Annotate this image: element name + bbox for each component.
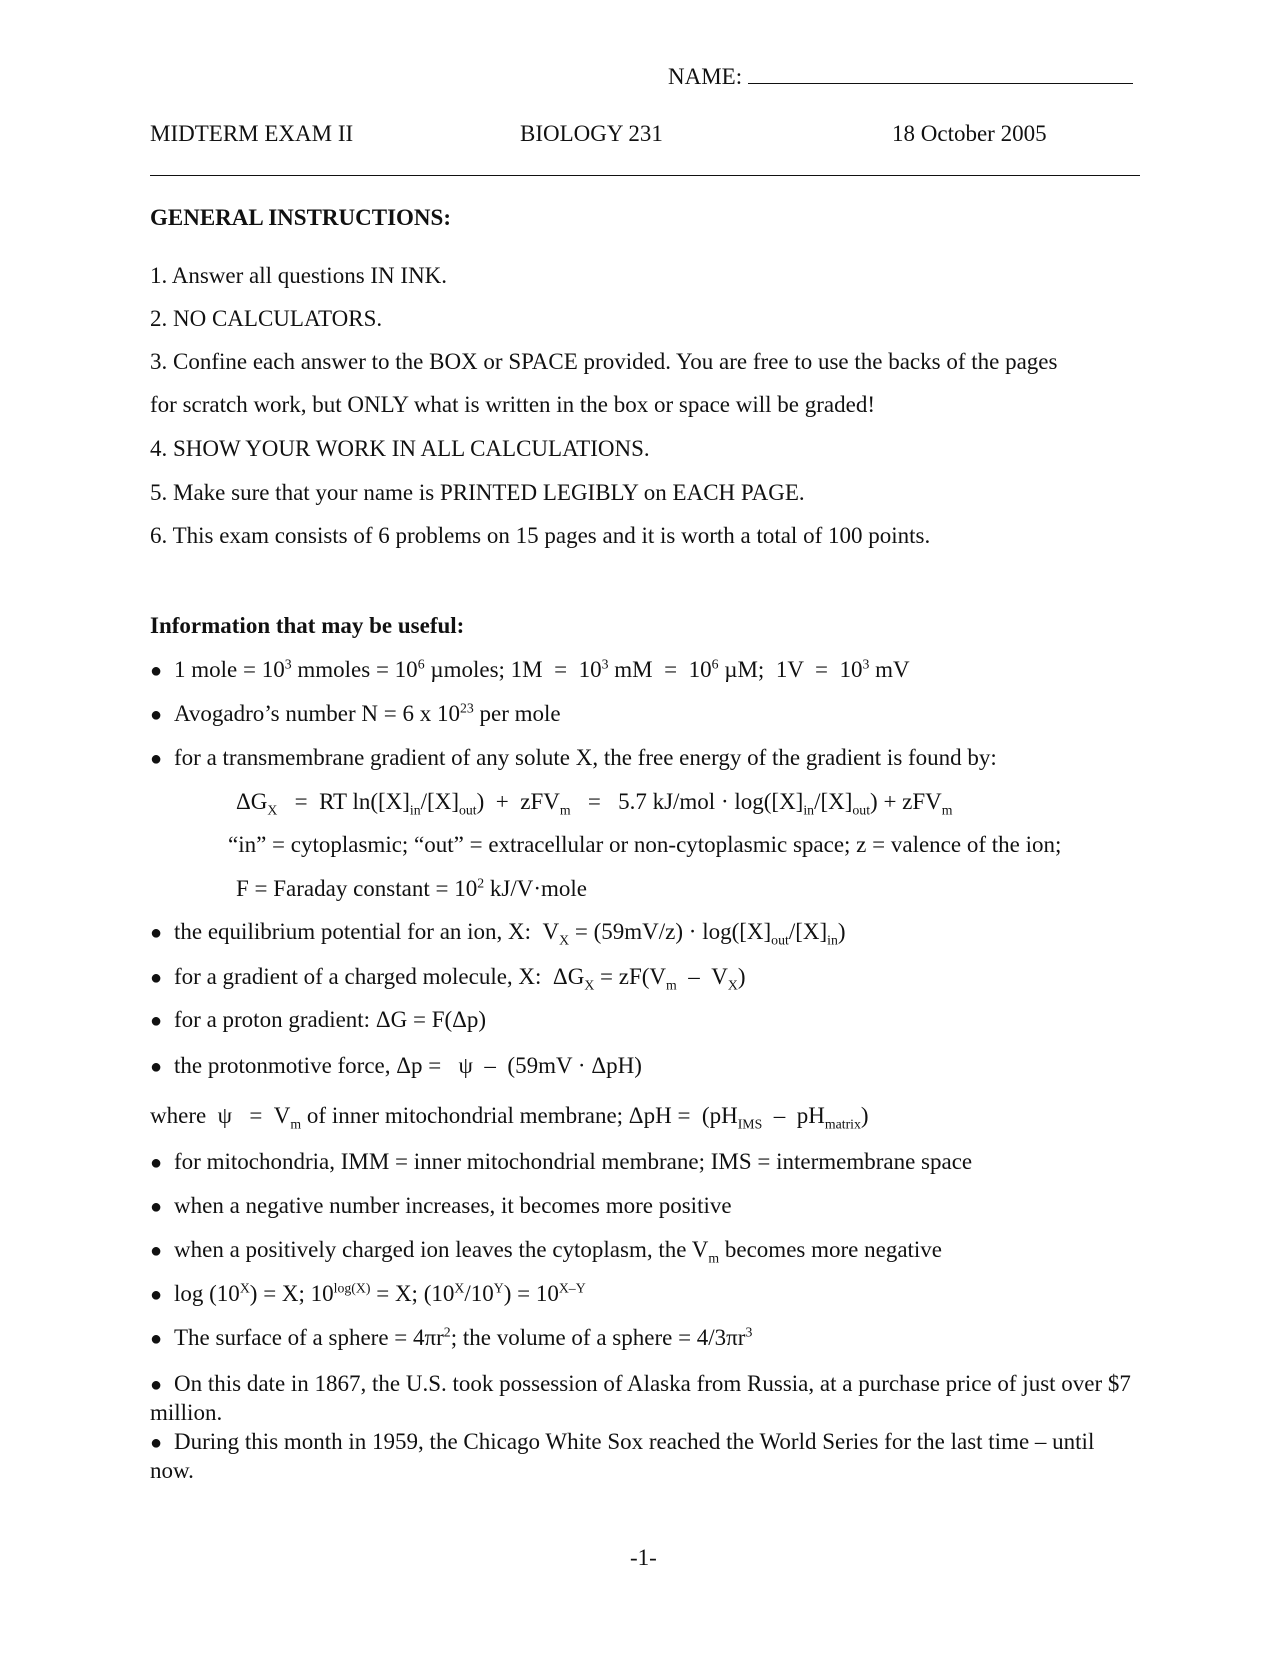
bullet-icon: ● bbox=[150, 1196, 163, 1218]
instruction-item: 4. SHOW YOUR WORK IN ALL CALCULATIONS. bbox=[150, 436, 650, 461]
instruction-item: 2. NO CALCULATORS. bbox=[150, 306, 383, 331]
name-blank-line[interactable] bbox=[748, 63, 1133, 84]
instruction-item: 3. Confine each answer to the BOX or SPACE provided. You are free to use the backs of the pages bbox=[150, 349, 1058, 374]
instruction-item-continued: for scratch work, but ONLY what is written in the box or space will be graded! bbox=[150, 392, 875, 417]
bullet-icon: ● bbox=[150, 1284, 163, 1306]
instructions-heading: GENERAL INSTRUCTIONS: bbox=[150, 205, 451, 230]
free-energy-equation: $\Delta G_X$ = RT $\ln([X]_{in}/[X]_{out}) + zFV_m = 5.7$ $kJ/mol \cdot \log([X]_{in}/[X]_{out}) + zFV_m$ bbox=[236, 789, 953, 818]
info-equilibrium-potential: ● the equilibrium potential for an ion, X: $V_X = (59mV/z) \cdot \log([X]_{out}/[X]_{in})$ bbox=[150, 919, 846, 948]
info-units: ● 1 mole = $10^3$ mmoles = $10^6$ µmoles; $1M = 10^3$ mM = $10^6$ µM; $1V = 10^3$ mV bbox=[150, 656, 910, 682]
info-gradient: ● for a transmembrane gradient of any solute X, the free energy of the gradient is found by: bbox=[150, 745, 997, 770]
info-avogadro: ● Avogadro’s number N = 6 x $10^{23}$ per mole bbox=[150, 700, 561, 726]
instruction-item: 5. Make sure that your name is PRINTED LEGIBLY on EACH PAGE. bbox=[150, 480, 805, 505]
info-positive-ion: ● when a positively charged ion leaves the cytoplasm, the $V_m$ becomes more negative bbox=[150, 1237, 943, 1266]
bullet-icon: ● bbox=[150, 1432, 163, 1454]
bullet-icon: ● bbox=[150, 922, 163, 944]
info-negative-number: ● when a negative number increases, it becomes more positive bbox=[150, 1193, 732, 1218]
instruction-item: 6. This exam consists of 6 problems on 15 pages and it is worth a total of 100 points. bbox=[150, 523, 931, 548]
info-in-out-definition: “in” = cytoplasmic; “out” = extracellular or non-cytoplasmic space; z = valence of the ion; bbox=[228, 832, 1062, 857]
course-name: BIOLOGY 231 bbox=[520, 121, 663, 146]
name-label: NAME: bbox=[668, 64, 743, 89]
exam-date: 18 October 2005 bbox=[892, 121, 1047, 146]
bullet-icon: ● bbox=[150, 1374, 163, 1396]
info-protonmotive-force: ● the protonmotive force, Δp = ψ – (59mV · ΔpH) bbox=[150, 1053, 642, 1078]
header-divider bbox=[150, 175, 1140, 176]
info-white-sox: ● During this month in 1959, the Chicago White Sox reached the World Series for the last time – until now. bbox=[150, 1429, 1095, 1483]
info-imm: ● for mitochondria, IMM = inner mitochondrial membrane; IMS = intermembrane space bbox=[150, 1149, 973, 1174]
info-alaska: ● On this date in 1867, the U.S. took possession of Alaska from Russia, at a purchase price of just over $7 million. bbox=[150, 1371, 1131, 1425]
bullet-icon: ● bbox=[150, 1056, 163, 1078]
bullet-icon: ● bbox=[150, 1010, 163, 1032]
bullet-icon: ● bbox=[150, 748, 163, 770]
instruction-item: 1. Answer all questions IN INK. bbox=[150, 263, 448, 288]
info-psi-definition: where $\psi = V_m$ of inner mitochondrial membrane; $\Delta pH = (pH_{IMS} - pH_{matrix})$ bbox=[150, 1103, 869, 1132]
bullet-icon: ● bbox=[150, 704, 163, 726]
bullet-icon: ● bbox=[150, 1152, 163, 1174]
info-faraday: F = Faraday constant = $10^2$ kJ/V·mole bbox=[236, 875, 587, 901]
info-log-rules: ● $\log (10^X) = X$; $10^{log(X)} = X$; $(10^X/10^Y) = 10^{X-Y}$ bbox=[150, 1280, 586, 1306]
info-proton-gradient: ● for a proton gradient: ΔG = F(Δp) bbox=[150, 1007, 487, 1032]
exam-title: MIDTERM EXAM II bbox=[150, 121, 354, 146]
bullet-icon: ● bbox=[150, 660, 163, 682]
info-charged-molecule: ● for a gradient of a charged molecule, X: $\Delta G_X = zF(V_m - V_X)$ bbox=[150, 964, 746, 993]
info-heading: Information that may be useful: bbox=[150, 613, 465, 638]
bullet-icon: ● bbox=[150, 1328, 163, 1350]
bullet-icon: ● bbox=[150, 1240, 163, 1262]
page-number: -1- bbox=[630, 1545, 657, 1570]
name-field bbox=[668, 63, 1133, 88]
bullet-icon: ● bbox=[150, 967, 163, 989]
info-sphere: ● The surface of a sphere = $4\pi r^2$; the volume of a sphere = $4/3\pi r^3$ bbox=[150, 1324, 753, 1350]
